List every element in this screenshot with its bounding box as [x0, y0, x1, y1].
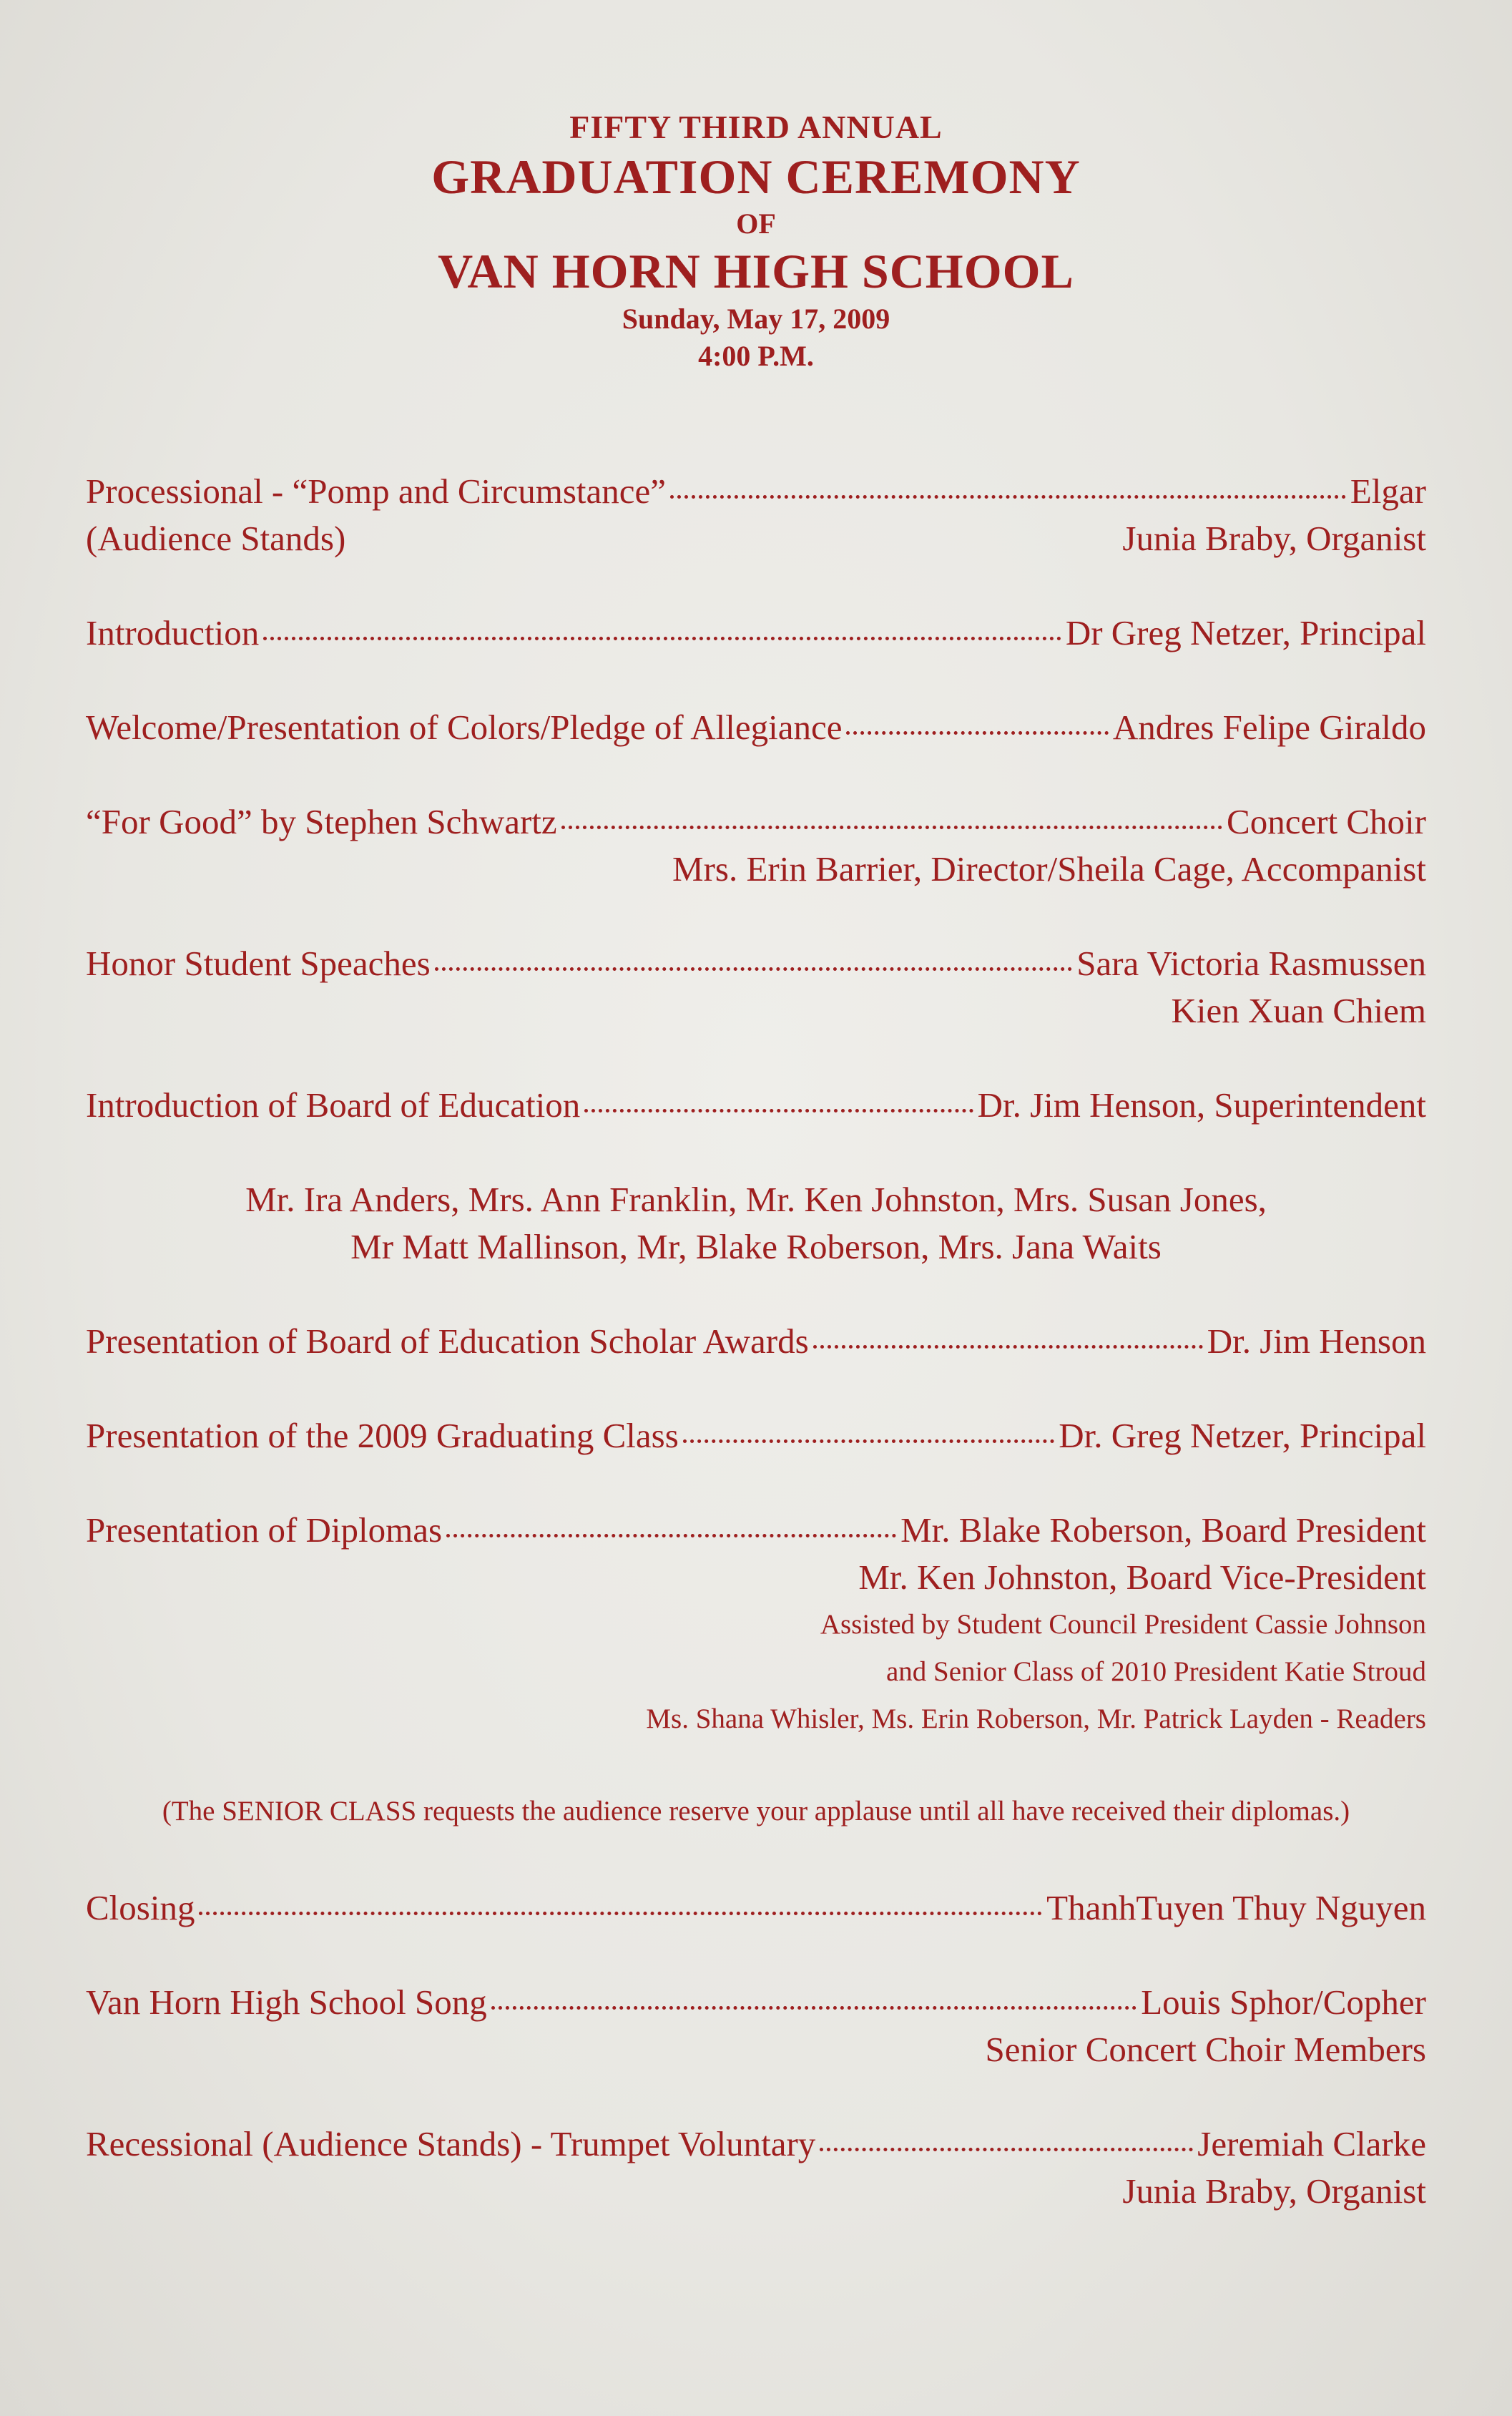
entry-closing [86, 1884, 1426, 1932]
entry-assist-line: and Senior Class of 2010 President Katie Stroud [886, 1656, 1426, 1687]
applause-note: (The SENIOR CLASS requests the audience reserve your applause until all have received their diplomas.) [162, 1796, 1350, 1826]
dot-leader [683, 1439, 1055, 1443]
dot-leader [199, 1912, 1042, 1915]
dot-leader [446, 1534, 896, 1537]
entry-performer: Sara Victoria Rasmussen [1076, 944, 1426, 983]
entry-scholar-awards [86, 1318, 1426, 1365]
entry-performer: Dr. Jim Henson [1207, 1321, 1426, 1361]
dot-leader [846, 731, 1108, 735]
entry-label: Closing [86, 1888, 195, 1927]
entry-performer: Andres Felipe Giraldo [1112, 708, 1426, 747]
entry-label: Van Horn High School Song [86, 1982, 487, 2022]
entry-performer-secondary: Junia Braby, Organist [1122, 2171, 1426, 2211]
entry-label: Introduction [86, 613, 260, 652]
entry-label: Presentation of Diplomas [86, 1510, 443, 1550]
entry-label: Presentation of Board of Education Scholar Awards [86, 1321, 809, 1361]
entry-processional [86, 468, 1426, 562]
entry-diplomas [86, 1507, 1426, 1743]
header-school: VAN HORN HIGH SCHOOL [438, 244, 1074, 298]
entry-label: Honor Student Speaches [86, 944, 431, 983]
dot-leader [561, 826, 1222, 829]
entry-performer: Elgar [1350, 471, 1426, 511]
entry-performer-secondary: Junia Braby, Organist [1122, 519, 1426, 558]
entry-performer-secondary: Kien Xuan Chiem [1171, 991, 1426, 1030]
entry-recessional [86, 2121, 1426, 2215]
entry-performer: ThanhTuyen Thuy Nguyen [1046, 1888, 1426, 1927]
entry-for-good [86, 798, 1426, 893]
header-time: 4:00 P.M. [698, 340, 814, 372]
dot-leader [435, 967, 1072, 971]
entry-welcome [86, 704, 1426, 751]
dot-leader [820, 2148, 1193, 2151]
board-members-line: Mr. Ira Anders, Mrs. Ann Franklin, Mr. Ken Johnston, Mrs. Susan Jones, [245, 1180, 1267, 1219]
program-list [86, 468, 1426, 2215]
entry-performer-secondary: Mrs. Erin Barrier, Director/Sheila Cage, Accompanist [672, 849, 1426, 889]
entry-performer: Concert Choir [1227, 802, 1426, 841]
entry-performer-secondary: Senior Concert Choir Members [985, 2030, 1426, 2069]
entry-graduating-class [86, 1412, 1426, 1459]
entry-school-song [86, 1979, 1426, 2073]
dot-leader [670, 495, 1346, 499]
program-header [86, 107, 1426, 375]
entry-label: Welcome/Presentation of Colors/Pledge of Allegiance [86, 708, 843, 747]
entry-label: “For Good” by Stephen Schwartz [86, 802, 557, 841]
board-members-line: Mr Matt Mallinson, Mr, Blake Roberson, Mrs. Jana Waits [350, 1227, 1162, 1266]
board-members [86, 1176, 1426, 1271]
entry-performer: Dr Greg Netzer, Principal [1065, 613, 1426, 652]
entry-label: Presentation of the 2009 Graduating Class [86, 1416, 679, 1455]
entry-introduction [86, 610, 1426, 657]
header-ceremony: GRADUATION CEREMONY [431, 150, 1081, 204]
entry-readers-line: Ms. Shana Whisler, Ms. Erin Roberson, Mr. Patrick Layden - Readers [646, 1703, 1426, 1734]
dot-leader [263, 637, 1061, 640]
entry-board-intro [86, 1082, 1426, 1129]
dot-leader [584, 1109, 973, 1112]
entry-performer: Jeremiah Clarke [1197, 2124, 1426, 2163]
header-date: Sunday, May 17, 2009 [622, 303, 890, 335]
entry-note: (Audience Stands) [86, 519, 346, 558]
entry-honor-speeches [86, 940, 1426, 1035]
entry-label: Introduction of Board of Education [86, 1085, 581, 1125]
entry-performer-secondary: Mr. Ken Johnston, Board Vice-President [858, 1557, 1426, 1597]
header-anniversary: FIFTY THIRD ANNUAL [569, 109, 943, 145]
entry-performer: Louis Sphor/Copher [1141, 1982, 1426, 2022]
entry-performer: Mr. Blake Roberson, Board President [900, 1510, 1426, 1550]
dot-leader [813, 1345, 1203, 1349]
header-of: OF [736, 207, 776, 240]
entry-performer: Dr. Jim Henson, Superintendent [977, 1085, 1426, 1125]
entry-assist-line: Assisted by Student Council President Cassie Johnson [820, 1609, 1426, 1640]
entry-label: Processional - “Pomp and Circumstance” [86, 471, 667, 511]
entry-performer: Dr. Greg Netzer, Principal [1059, 1416, 1426, 1455]
dot-leader [491, 2006, 1137, 2010]
entry-label: Recessional (Audience Stands) - Trumpet Voluntary [86, 2124, 816, 2163]
